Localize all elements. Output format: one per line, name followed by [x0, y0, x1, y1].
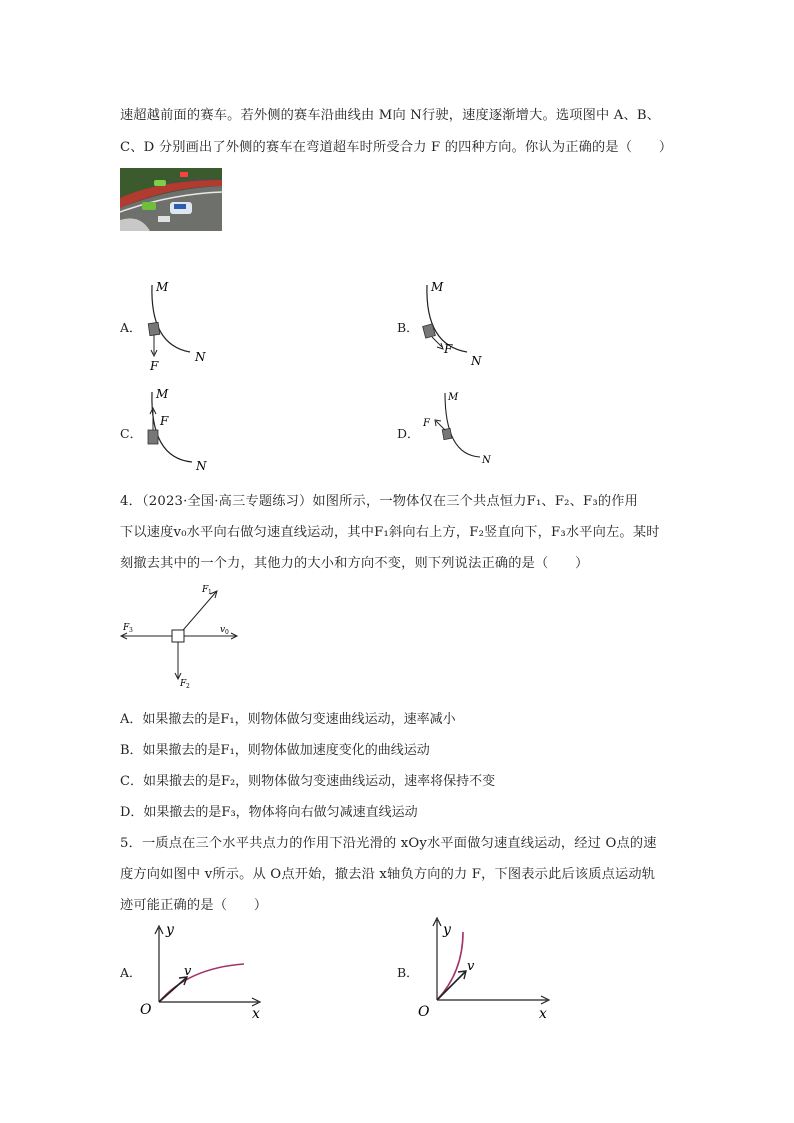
label-x: x — [252, 1006, 260, 1020]
q5-option-b-diagram — [415, 912, 555, 1024]
q4-answer-c[interactable]: C．如果撤去的是F₂，则物体做匀变速曲线运动，速率将保持不变 — [120, 774, 496, 789]
label-y: y — [443, 922, 451, 938]
label-o: O — [140, 1002, 152, 1018]
label-v0-sub: 0 — [225, 629, 229, 636]
label-f3-sub: 3 — [129, 627, 133, 634]
q4-force-diagram — [118, 580, 248, 690]
q4-answer-a[interactable]: A．如果撤去的是F₁，则物体做匀变速曲线运动，速率减小 — [120, 712, 456, 727]
label-o: O — [418, 1004, 430, 1020]
label-x: x — [539, 1006, 547, 1022]
q5-option-a-label: A． — [120, 965, 142, 980]
q3-option-d-diagram — [420, 385, 500, 475]
label-f3: F — [123, 623, 130, 633]
label-n: N — [471, 354, 482, 368]
q5-text-line-2: 度方向如图中 v所示。从 O点开始，撤去沿 x轴负方向的力 F，下图表示此后该质点运动轨 — [120, 867, 656, 882]
q3-text-line-1: 速超越前面的赛车。若外侧的赛车沿曲线由 M向 N行驶，速度逐渐增大。选项图中 A、B、 — [120, 108, 661, 123]
q3-option-d-label: D． — [397, 426, 420, 441]
label-f: F — [423, 418, 430, 429]
label-n: N — [195, 350, 206, 364]
label-f2-sub: 2 — [186, 683, 190, 690]
q4-answer-b[interactable]: B．如果撤去的是F₁，则物体做加速度变化的曲线运动 — [120, 743, 430, 758]
label-f2: F — [180, 679, 187, 689]
label-n: N — [196, 459, 207, 473]
race-car-photo — [120, 168, 222, 231]
q3-option-a-label: A． — [120, 320, 142, 335]
label-v: v — [184, 964, 192, 979]
q5-text-line-1: 5．一质点在三个水平共点力的作用下沿光滑的 xOy水平面做匀速直线运动，经过 O点的速 — [120, 836, 657, 851]
q5-option-a-diagram — [138, 920, 268, 1020]
q4-text-line-2: 下以速度v₀水平向右做匀速直线运动，其中F₁斜向右上方，F₂竖直向下，F₃水平向左。某时 — [120, 525, 660, 540]
q5-option-b-label: B． — [397, 965, 419, 980]
q3-option-a-diagram — [140, 275, 220, 375]
q4-answer-d[interactable]: D．如果撤去的是F₃，物体将向右做匀减速直线运动 — [120, 805, 418, 820]
label-v0: v — [220, 625, 226, 635]
q4-text-line-1: 4．（2023·全国·高三专题练习）如图所示，一物体仅在三个共点恒力F₁、F₂、F₃的作用 — [120, 494, 639, 509]
q5-text-line-3: 迹可能正确的是（ ） — [120, 898, 268, 913]
label-m: M — [156, 280, 169, 294]
label-m: M — [431, 280, 444, 294]
label-m: M — [448, 392, 459, 403]
q3-option-c-diagram — [140, 380, 220, 480]
label-v: v — [467, 959, 475, 974]
q3-option-b-diagram — [415, 275, 495, 375]
q4-text-line-3: 刻撤去其中的一个力，其他力的大小和方向不变，则下列说法正确的是（ ） — [120, 556, 589, 571]
label-f1: F — [202, 585, 209, 595]
label-f1-sub: 1 — [208, 589, 212, 596]
q3-option-b-label: B． — [397, 320, 419, 335]
label-f: F — [444, 342, 453, 356]
label-n: N — [482, 455, 491, 466]
label-m: M — [156, 387, 169, 401]
label-y: y — [166, 922, 174, 938]
q3-text-line-2: C、D 分别画出了外侧的赛车在弯道超车时所受合力 F 的四种方向。你认为正确的是（ ） — [120, 140, 673, 155]
label-f: F — [150, 359, 159, 373]
label-f: F — [160, 414, 169, 428]
q3-option-c-label: C． — [120, 426, 143, 441]
